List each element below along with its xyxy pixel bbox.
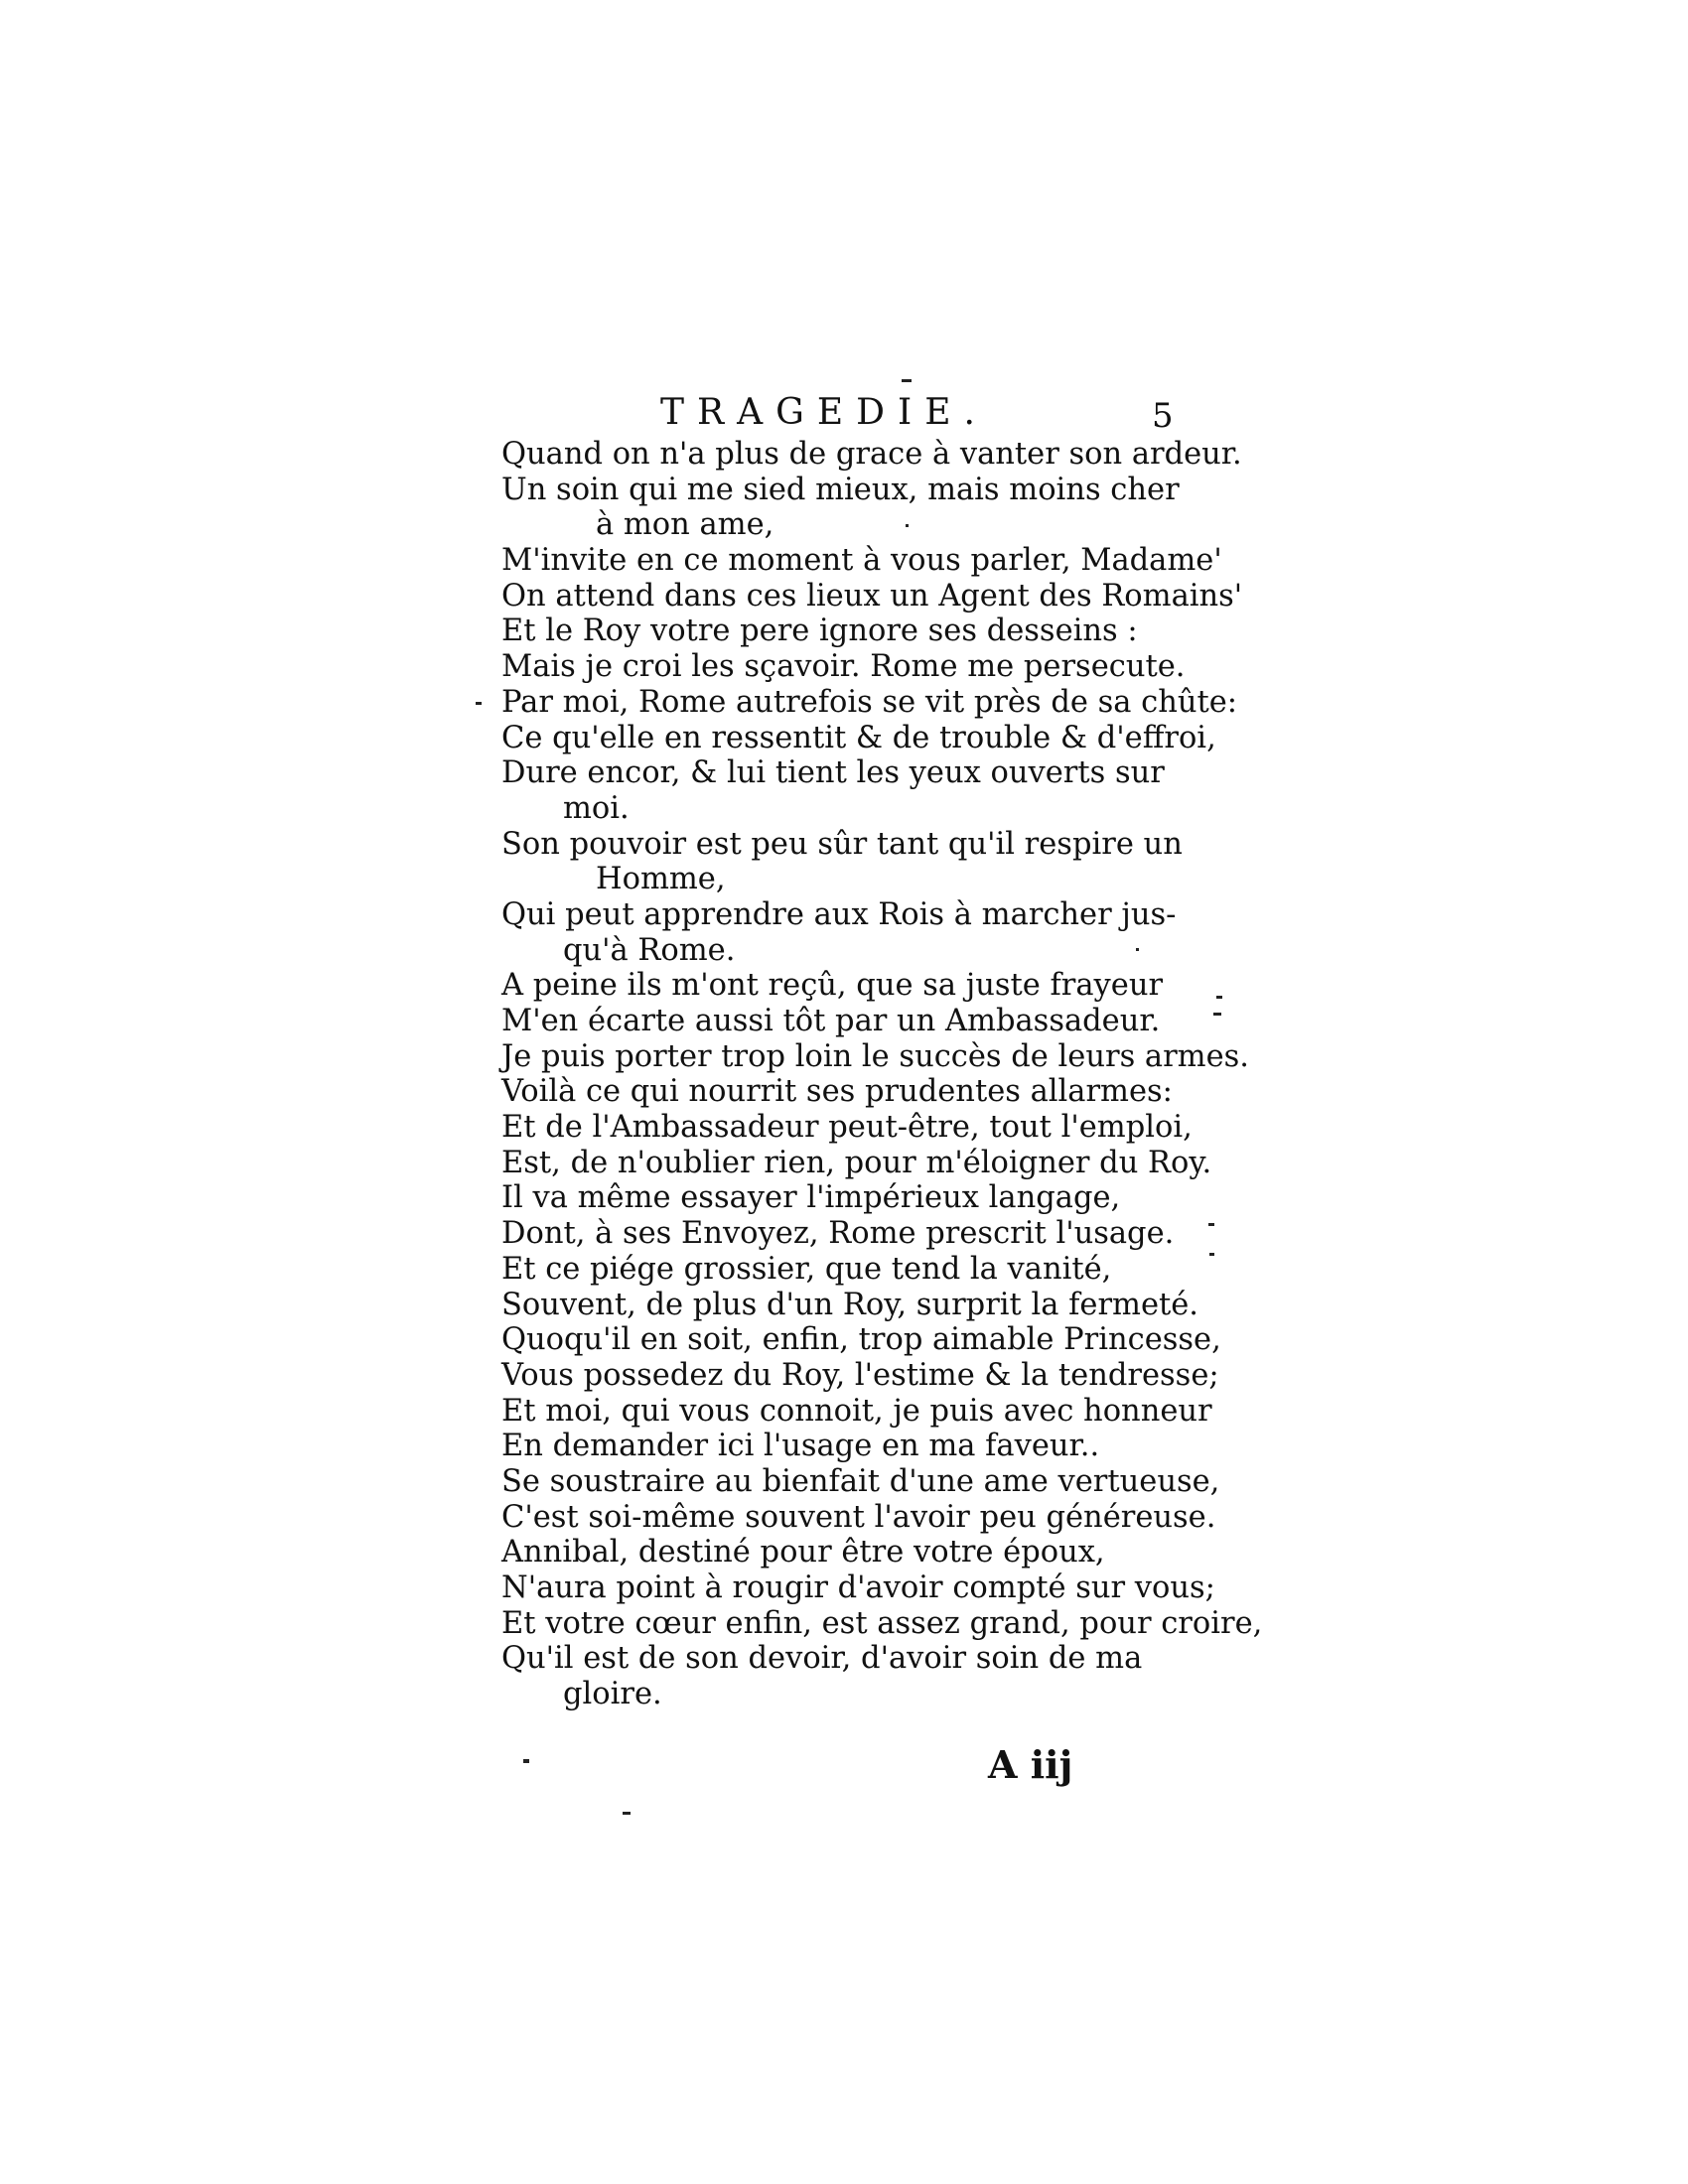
verse-line: Quand on n'a plus de grace à vanter son ardeur. <box>501 437 1242 472</box>
verse-line: Vous possedez du Roy, l'estime & la tendresse; <box>501 1357 1219 1393</box>
verse-line: On attend dans ces lieux un Agent des Romains' <box>501 578 1243 614</box>
verse-line: Et de l'Ambassadeur peut-être, tout l'emploi, <box>501 1110 1193 1146</box>
page-header <box>501 392 1174 437</box>
verse-line: Se soustraire au bienfait d'une ame vertueuse, <box>501 1463 1220 1499</box>
ink-speck <box>523 1759 529 1763</box>
verse-line-continuation: à mon ame, <box>596 507 774 543</box>
ink-speck <box>902 379 912 382</box>
verse-line: Dure encor, & lui tient les yeux ouverts sur <box>501 755 1165 791</box>
ink-speck <box>623 1812 631 1815</box>
running-head: TRAGEDIE. <box>660 392 988 433</box>
verse-line: Il va même essayer l'impérieux langage, <box>501 1180 1121 1216</box>
verse-line: Et moi, qui vous connoit, je puis avec honneur <box>501 1393 1212 1429</box>
ink-speck <box>1216 996 1222 999</box>
verse-line: A peine ils m'ont reçû, que sa juste frayeur <box>501 968 1164 1004</box>
ink-speck <box>906 524 909 527</box>
verse-line: Voilà ce qui nourrit ses prudentes allarmes: <box>501 1074 1173 1110</box>
verse-line: M'invite en ce moment à vous parler, Madame' <box>501 543 1222 579</box>
ink-speck <box>1213 1013 1221 1016</box>
verse-line-continuation: moi. <box>563 790 630 826</box>
verse-line: Qu'il est de son devoir, d'avoir soin de ma <box>501 1641 1143 1677</box>
verse-line: Je puis porter trop loin le succès de leurs armes. <box>501 1038 1249 1074</box>
verse-line: Et votre cœur enfin, est assez grand, pour croire, <box>501 1605 1263 1641</box>
verse-line: Quoqu'il en soit, enfin, trop aimable Princesse, <box>501 1322 1221 1358</box>
verse-text <box>501 437 1263 1712</box>
verse-line: Qui peut apprendre aux Rois à marcher jus- <box>501 896 1177 932</box>
page-number: 5 <box>1152 396 1174 436</box>
verse-line-continuation: gloire. <box>563 1677 662 1712</box>
verse-line-continuation: Homme, <box>596 862 726 897</box>
verse-line: En demander ici l'usage en ma faveur.. <box>501 1429 1100 1464</box>
verse-line: C'est soi-même souvent l'avoir peu généreuse. <box>501 1499 1216 1535</box>
ink-speck <box>1209 1253 1214 1256</box>
verse-line: Ce qu'elle en ressentit & de trouble & d'effroi, <box>501 720 1216 755</box>
ink-speck <box>476 702 482 705</box>
verse-line: Et ce piége grossier, que tend la vanité, <box>501 1251 1112 1287</box>
verse-line: Son pouvoir est peu sûr tant qu'il respire un <box>501 826 1183 862</box>
signature-mark: A iij <box>988 1742 1073 1787</box>
verse-line: Et le Roy votre pere ignore ses desseins : <box>501 614 1138 649</box>
verse-line: N'aura point à rougir d'avoir compté sur vous; <box>501 1570 1215 1605</box>
verse-line: Mais je croi les sçavoir. Rome me persecute. <box>501 649 1186 685</box>
verse-line: Dont, à ses Envoyez, Rome prescrit l'usage. <box>501 1216 1175 1252</box>
ink-speck <box>1136 948 1139 951</box>
verse-line-continuation: qu'à Rome. <box>563 932 736 968</box>
ink-speck <box>1208 1223 1214 1226</box>
verse-line: Un soin qui me sied mieux, mais moins cher <box>501 472 1180 507</box>
verse-line: Par moi, Rome autrefois se vit près de sa chûte: <box>501 684 1238 720</box>
verse-line: Annibal, destiné pour être votre époux, <box>501 1535 1105 1570</box>
verse-line: M'en écarte aussi tôt par un Ambassadeur. <box>501 1004 1161 1038</box>
verse-line: Souvent, de plus d'un Roy, surprit la fermeté. <box>501 1287 1199 1322</box>
verse-line: Est, de n'oublier rien, pour m'éloigner du Roy. <box>501 1145 1212 1180</box>
